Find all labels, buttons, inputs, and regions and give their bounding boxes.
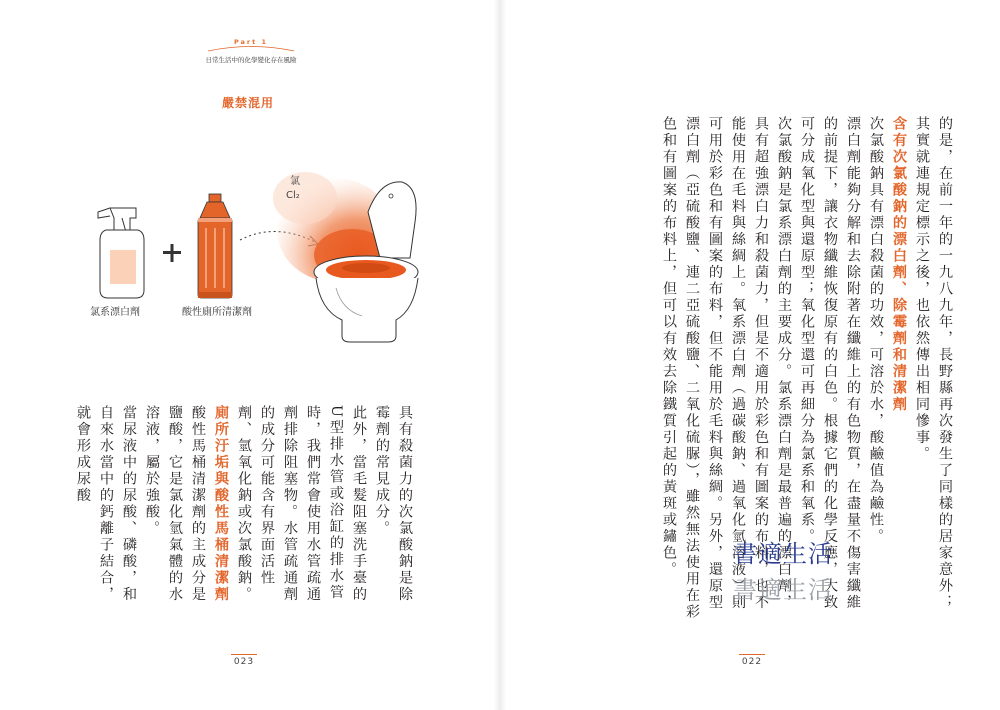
paragraph: 次氯酸鈉是氯系漂白劑的主要成分。氯系漂白劑是最普遍的漂白劑，具有超強漂白力和殺菌力，但是不適用於彩色和有圖案的布料，也不能使用在毛料與絲綢上。氧系漂白劑（過碳酸鈉、過氧化氫溶液）則可用於彩色和有圖案的布料，但不能用於毛料與絲綢。另外，還原型漂白劑（亞硫酸鹽、連二亞硫酸鹽、二氧化硫脲），雖然無法使用在彩色和有圖案的布料上，但可以有效去除鐵質引起的黃斑或鏽色。 xyxy=(661,116,792,621)
paragraph: 此外，當毛髮阻塞洗手臺的U型排水管或浴缸的排水管時，我們常會使用水管疏通劑排除阻塞物。水管疏通劑的成分可能含有界面活性劑、氫氧化鈉或次氯酸鈉。 xyxy=(236,405,367,603)
spray-bottle-icon xyxy=(98,208,144,298)
paragraph: 的是，在前一年的一九八九年，長野縣再次發生了同樣的居家意外；其實就連規定標示之後，也依然傳出相同慘事。 xyxy=(914,116,953,611)
bleach-caption: 氯系漂白劑 xyxy=(90,307,140,318)
page-gutter xyxy=(494,0,506,710)
paragraph: 當尿液中的尿酸、磷酸，和自來水當中的鈣離子結合，就會形成尿酸 xyxy=(75,405,137,603)
page-number-right xyxy=(732,654,772,667)
paragraph: 漂白劑能夠分解和去除附著在纖維上的有色物質，在盡量不傷害纖維的前提下，讓衣物纖維恢復原有的白色。根據它們的化學反應，大致可分成氧化型與還原型；氧化型還可再細分為氯系和氧系。 xyxy=(799,116,861,611)
page-number-left xyxy=(224,654,264,667)
mixing-warning-illustration xyxy=(80,160,440,360)
page-number-rule xyxy=(231,654,257,655)
gas-label-formula: Cl₂ xyxy=(286,190,300,201)
gas-label-chlorine: 氯 xyxy=(290,176,300,187)
cleaner-bottle-icon xyxy=(198,194,232,298)
part-label: Part 1 xyxy=(233,38,269,46)
section-heading: 含有次氯酸鈉的漂白劑、除霉劑和清潔劑 xyxy=(891,116,907,413)
section-heading: 廁所汙垢與酸性馬桶清潔劑 xyxy=(213,405,229,603)
watermark-line-1: 書適生活 xyxy=(733,540,833,568)
watermark xyxy=(733,534,873,614)
figure-title: 嚴禁混用 xyxy=(221,96,274,110)
watermark-line-2: 書適生活 xyxy=(733,576,833,604)
acid-cleaner-caption: 酸性廁所清潔劑 xyxy=(182,307,252,318)
running-head: 日常生活中的化學變化存在風險 xyxy=(205,56,297,64)
paragraph: 次氯酸鈉具有漂白殺菌的功效，可溶於水，酸鹼值為鹼性。 xyxy=(868,116,884,545)
paragraph: 具有殺菌力的次氯酸鈉是除霉劑的常見成分。 xyxy=(374,405,413,603)
plus-icon xyxy=(163,244,181,262)
part-arc-ornament xyxy=(206,45,296,53)
illustration-drawing xyxy=(80,160,440,360)
paragraph: 酸性馬桶清潔劑的主成分是鹽酸，它是氯化氫氣體的水溶液，屬於強酸。 xyxy=(144,405,206,603)
left-page-body xyxy=(71,405,416,611)
page-number-text: 023 xyxy=(233,657,255,667)
page-number-rule xyxy=(739,654,765,655)
chapter-header xyxy=(196,38,306,68)
page-number-text: 022 xyxy=(741,657,763,667)
